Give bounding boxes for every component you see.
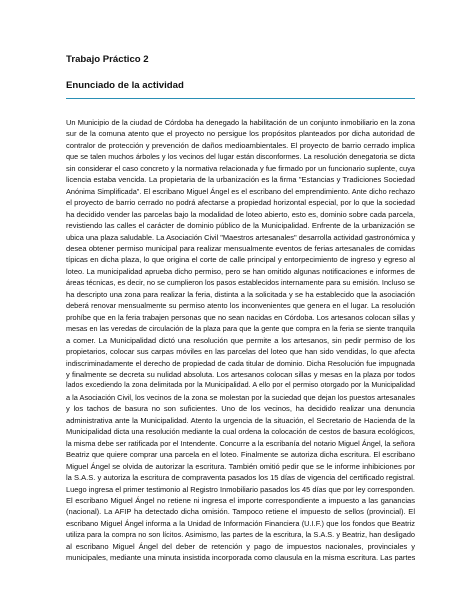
body-line: Anónima Simplificada". El escribano Miguel Ángel es el escribano del emprendimiento. Ante dicho rechazo [66,186,415,196]
body-line: prohíbe que en la feria trabajen personas que no sean nacidas en Córdoba. Los artesanos colocan sillas y [66,312,415,322]
body-line: Miguel Ángel se olvida de autorizar la escritura. También omitió pedir que se le informe inhibiciones por [66,461,415,471]
body-line: sin considerar el caso concreto y la normativa relacionada y fue firmado por un funcionario suplente, cuya [66,163,415,173]
body-line: a la Asociación Civil, los vecinos de la zona se molestan por la suciedad que dejan los puestos artesanales [66,392,415,402]
body-line: Luego ingresa el primer testimonio al Registro Inmobiliario pasados los 45 días que por ley corresponden. [66,484,415,494]
body-line: desea obtener permiso municipal para realizar mensualmente eventos de ferias artesanales de comidas [66,243,415,253]
body-line: ubica una plaza saludable. La Asociación Civil "Maestros artesanales" desarrolla actividad gastronómica y [66,232,415,242]
body-line: al escribano Miguel Ángel del deber de retención y pago de impuestos nacionales, provinciales y [66,541,415,551]
body-line: y finalmente se decreta su nulidad absoluta. Los artesanos colocan sillas y mesas en la plaza por todos [66,369,415,379]
body-line: y los tachos de basura no son suficientes. Uno de los vecinos, ha decidido realizar una denuncia [66,404,415,414]
body-line: el proyecto de barrio cerrado no podrá afectarse a propiedad horizontal especial, por lo que la sociedad [66,198,415,208]
body-line: indiscriminadamente el derecho de propiedad de cada titular de dominio. Dicha Resolución fue impugnada [66,358,415,368]
body-line: Beatriz que quiere comprar una parcela en el loteo. Finalmente se autoriza dicha escritura. El escribano [66,450,415,460]
body-line: escribano Miguel Ángel informa a la Unidad de Información Financiera (U.I.F.) que los fondos que Beatriz [66,518,415,528]
section-heading: Enunciado de la actividad [66,80,184,91]
body-line: sur de la comuna atento que el proyecto no persigue los propósitos planteados por dicha autoridad de [66,129,415,139]
body-line: ha decidido vender las parcelas bajo la modalidad de loteo abierto, esto es, dominio sobre cada parcela, [66,209,415,219]
body-line: mesas en las veredas de circulación de la plaza para que la gente que compra en la feria se siente tranquila [66,324,415,334]
body-line: ha descripto una zona para realizar la feria, distinta a la solicitada y se ha establecido que la asociación [66,289,415,299]
body-line: revistiendo las calles el carácter de dominio público de la Municipalidad. Enfrente de la urbanización se [66,221,415,231]
body-paragraph [66,117,415,564]
body-line: típicas en dicha plaza, lo que origina el corte de calle principal y entorpecimiento de ingreso y egreso al [66,255,415,265]
body-line: propietarios, colocar sus carpas móviles en las parcelas del loteo que han sido vendidas, lo que afecta [66,347,415,357]
body-line: contralor de protección y prevención de daños medioambientales. El proyecto de barrio cerrado implica [66,140,415,150]
body-line: (nacional). La AFIP ha detectado dicha omisión. Tampoco retiene el impuesto de sellos (provincial). El [66,507,415,517]
body-line: El escribano Miguel Ángel no retiene ni ingresa el importe correspondiente a impuesto a las ganancias [66,495,415,505]
body-line: lados excediendo la zona delimitada por la Municipalidad. A ello por el permiso otorgado por la Municipalidad [66,381,415,390]
document-title: Trabajo Práctico 2 [66,54,149,65]
body-line: la misma debe ser ratificada por el Intendente. Concurre a la escribanía del notario Miguel Ángel, la señora [66,438,415,448]
body-line: licencia estaba vencida. La propietaria de la urbanización es la firma "Estancias y Tradiciones Sociedad [66,175,415,185]
body-line: la S.A.S. y autoriza la escritura de compraventa pasados los 15 días de vigencia del certificado registral. [66,473,415,483]
body-line: áreas técnicas, es decir, no se cumplieron los pasos establecidos internamente para su emisión. Incluso se [66,278,415,288]
body-line: loteo. La municipalidad aprueba dicho permiso, pero se han omitido algunas notificaciones e informes de [66,266,415,276]
body-line: utiliza para la compra no son lícitos. Asimismo, las partes de la escritura, la S.A.S. y Beatriz, han desligado [66,530,415,540]
body-line: administrativa ante la Municipalidad. Atento la urgencia de la situación, el Secretario de Hacienda de la [66,415,415,425]
body-line: Municipalidad dicta una resolución mediante la cual ordena la colocación de cestos de basura ecológicos, [66,427,415,437]
body-line: a comer. La Municipalidad dictó una resolución que permite a los artesanos, sin pedir permiso de los [66,335,415,345]
body-line: que se talen muchos árboles y los vecinos del lugar están disconformes. La resolución denegatoria se dicta [66,152,415,162]
heading-divider [66,98,415,99]
body-line: municipales, mediante una minuta insistida incorporada como clausula en la misma escritura. Las partes [66,553,415,563]
body-line: deberá renovar mensualmente su permiso atento los inconvenientes que genera en el lugar. La resolución [66,301,415,311]
body-line: Un Municipio de la ciudad de Córdoba ha denegado la habilitación de un conjunto inmobiliario en la zona [66,118,415,127]
